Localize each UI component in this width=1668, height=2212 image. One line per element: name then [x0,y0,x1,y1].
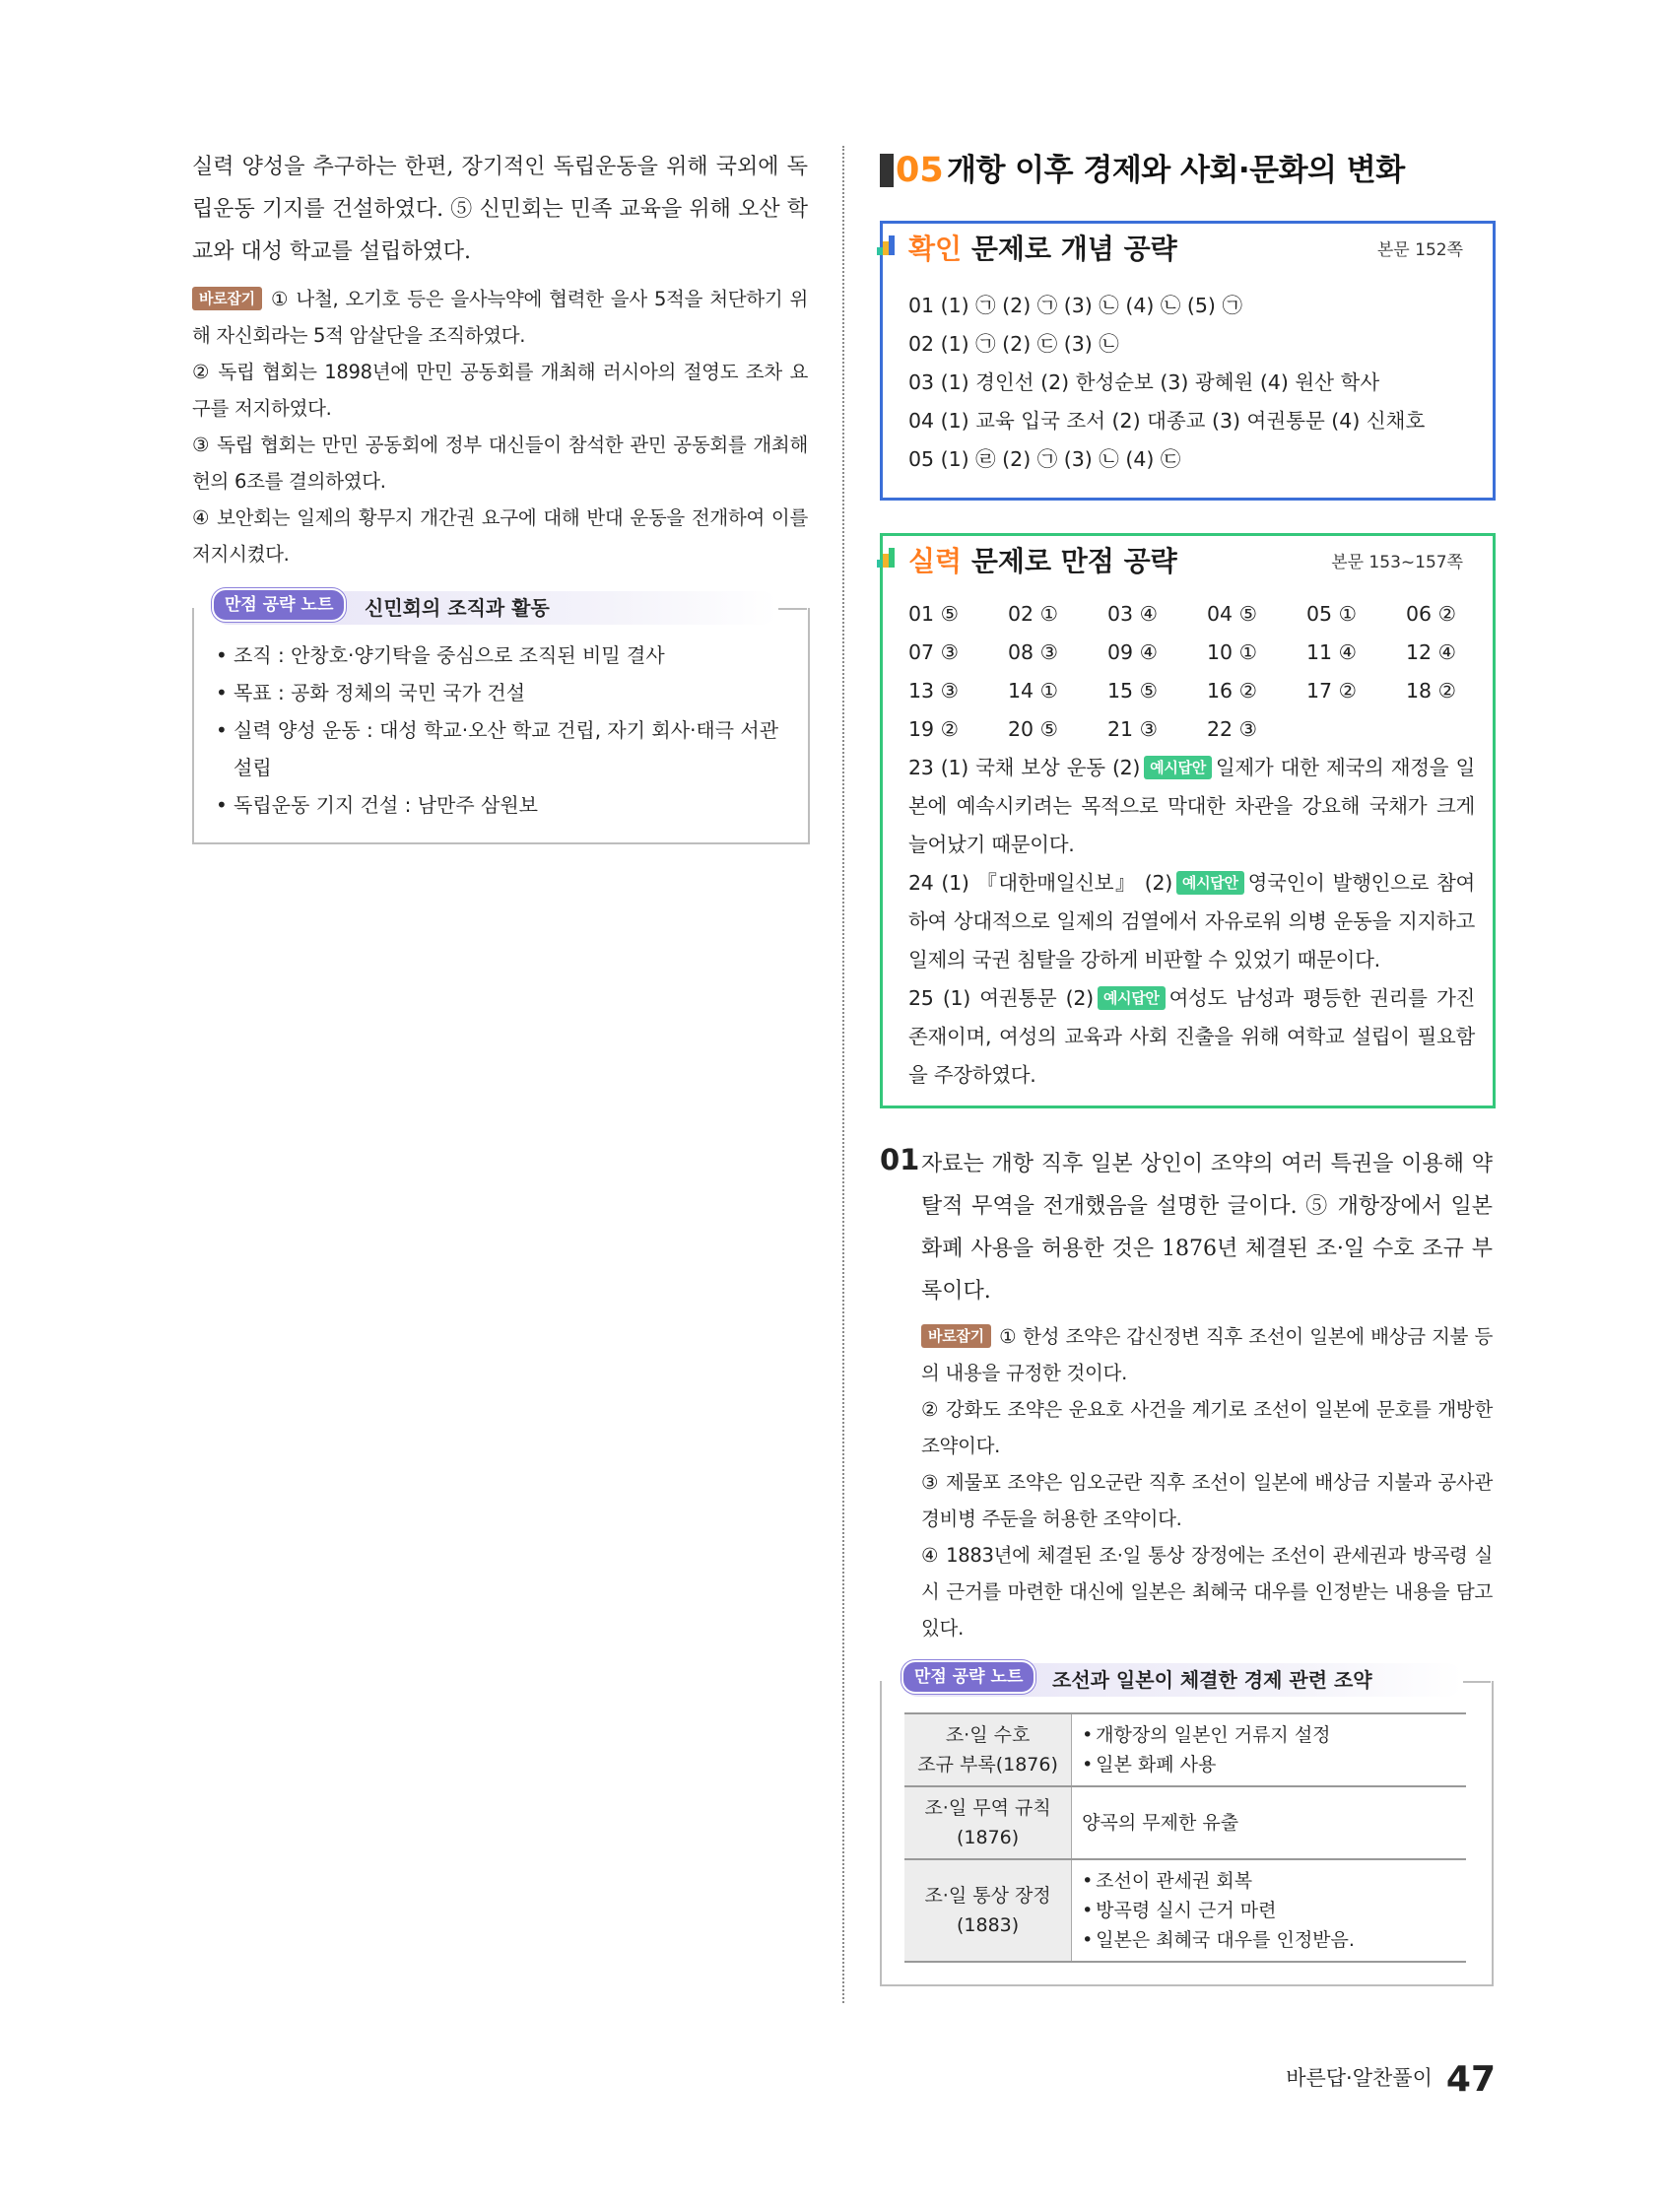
note-tag: 만점 공략 노트 [212,588,346,622]
note-item: • 조직 : 안창호·양기탁을 중심으로 조직된 비밀 결사 [212,637,793,674]
pencil-icon [875,234,897,257]
answer-grid: 01 ⑤ 02 ① 03 ④ 04 ⑤ 05 ① 06 ② 07 ③ 08 ③ 09 ④ 10 ① 11 ④ 12 ④ 13 ③ 14 ① 15 ⑤ 16 ② 17 ② 18 ② 19 ② 20 ⑤ 21 ③ 22 ③ [908,602,1456,741]
sample-answer-badge: 예시답안 [1098,986,1166,1010]
left-column [192,146,808,572]
table-row [904,1713,1466,1786]
page-number: 47 [1445,2059,1496,2100]
correction-badge: 바로잡기 [192,287,262,310]
answer-23: 23 (1) 국채 보상 운동 (2) 예시답안 일제가 대한 제국의 재정을 일본에 예속시키려는 목적으로 막대한 차관을 강요해 국채가 크게 늘어났기 때문이다. [908,756,1475,856]
note-item: • 실력 양성 운동 : 대성 학교·오산 학교 건립, 자기 회사·태극 서관 설립 [212,711,793,786]
correction-4: ④ 보안회는 일제의 황무지 개간권 요구에 대해 반대 운동을 전개하여 이를 저지시켰다. [192,506,808,566]
page-reference: 본문 152쪽 [1376,240,1463,260]
table-row [904,1786,1466,1859]
answer-line: 04 (1) 교육 입국 조서 (2) 대종교 (3) 여권통문 (4) 신채호 [908,409,1426,433]
concept-check-box [880,221,1496,501]
column-divider [842,146,844,2003]
row-content: 양곡의 무제한 유출 [1072,1786,1466,1859]
question-explanation: 자료는 개항 직후 일본 상인이 조약의 여러 특권을 이용해 약탈적 무역을 전개했음을 설명한 글이다. ⑤ 개항장에서 일본 화폐 사용을 허용한 것은 1876년 체결된 조·일 수호 조규 부록이다. [921,1152,1493,1304]
box-heading: 확인 문제로 개념 공략 [908,233,1177,265]
correction-2: ② 독립 협회는 1898년에 만민 공동회를 개최해 러시아의 절영도 조차 요구를 저지하였다. [192,361,808,420]
section-title: 개항 이후 경제와 사회·문화의 변화 [947,153,1405,188]
question-number: 01 [880,1143,920,1176]
row-content: • 조선이 관세권 회복 • 방곡령 실시 근거 마련 • 일본은 최혜국 대우를 인정받음. [1072,1859,1466,1962]
footer-text: 바른답·알찬풀이 [1286,2066,1433,2090]
note-tag: 만점 공략 노트 [901,1660,1035,1694]
row-content: • 개항장의 일본인 거류지 설정 • 일본 화폐 사용 [1072,1713,1466,1786]
answer-line: 05 (1) ㉣ (2) ㉠ (3) ㉡ (4) ㉢ [908,447,1181,471]
question-01-explanation [880,1143,1493,1646]
treaty-table [904,1712,1466,1963]
intro-paragraph: 실력 양성을 추구하는 한편, 장기적인 독립운동을 위해 국외에 독립운동 기지를 건설하였다. ⑤ 신민회는 민족 교육을 위해 오산 학교와 대성 학교를 설립하였다. [192,155,808,264]
answer-line: 03 (1) 경인선 (2) 한성순보 (3) 광혜원 (4) 원산 학사 [908,370,1380,394]
section-number: 05 [896,151,944,190]
correction-2: ② 강화도 조약은 운요호 사건을 계기로 조선이 일본에 문호를 개방한 조약이다. [921,1398,1493,1457]
correction-3: ③ 독립 협회는 만민 공동회에 정부 대신들이 참석한 관민 공동회를 개최해 헌의 6조를 결의하였다. [192,434,808,493]
skill-check-box [880,533,1496,1108]
answer-lines [908,287,1425,479]
note-title: 신민회의 조직과 활동 [365,596,550,620]
page-reference: 본문 153~157쪽 [1331,553,1463,572]
correction-3: ③ 제물포 조약은 임오군란 직후 조선이 일본에 배상금 지불과 공사관 경비병 주둔을 허용한 조약이다. [921,1471,1493,1530]
bar-chart-icon [875,546,897,570]
sample-answer-badge: 예시답안 [1144,756,1212,779]
note-title: 조선과 일본이 체결한 경제 관련 조약 [1052,1668,1372,1692]
answer-line: 01 (1) ㉠ (2) ㉠ (3) ㉡ (4) ㉡ (5) ㉠ [908,294,1242,317]
correction-1: 바로잡기 ① 나철, 오기호 등은 을사늑약에 협력한 을사 5적을 처단하기 위해 자신회라는 5적 암살단을 조직하였다. [192,288,808,347]
answer-line: 02 (1) ㉠ (2) ㉢ (3) ㉡ [908,332,1119,356]
note-item: • 독립운동 기지 건설 : 남만주 삼원보 [212,786,793,824]
answer-24: 24 (1) 『대한매일신보』 (2) 예시답안 영국인이 발행인으로 참여하여 상대적으로 일제의 검열에서 자유로워 의병 운동을 지지하고 일제의 국권 침탈을 강하게 비판할 수 있었기 때문이다. [908,871,1475,972]
sample-answer-badge: 예시답안 [1176,871,1244,895]
correction-1: 바로잡기 ① 한성 조약은 갑신정변 직후 조선이 일본에 배상금 지불 등의 내용을 규정한 것이다. [921,1325,1493,1384]
correction-badge: 바로잡기 [921,1324,991,1348]
page-footer [1286,2059,1496,2100]
row-label: 조·일 무역 규칙 (1876) [904,1786,1072,1859]
row-label: 조·일 통상 장정 (1883) [904,1859,1072,1962]
section-bar [880,154,894,187]
answer-25: 25 (1) 여권통문 (2) 예시답안 여성도 남성과 평등한 권리를 가진 존재이며, 여성의 교육과 사회 진출을 위해 여학교 설립이 필요함을 주장하였다. [908,986,1475,1087]
box-heading: 실력 문제로 만점 공략 [908,545,1177,577]
note-list [212,637,793,824]
correction-4: ④ 1883년에 체결된 조·일 통상 장정에는 조선이 관세권과 방곡령 실시 근거를 마련한 대신에 일본은 최혜국 대우를 인정받는 내용을 담고 있다. [921,1544,1493,1640]
row-label: 조·일 수호 조규 부록(1876) [904,1713,1072,1786]
note-item: • 목표 : 공화 정체의 국민 국가 건설 [212,674,793,711]
table-row [904,1859,1466,1962]
